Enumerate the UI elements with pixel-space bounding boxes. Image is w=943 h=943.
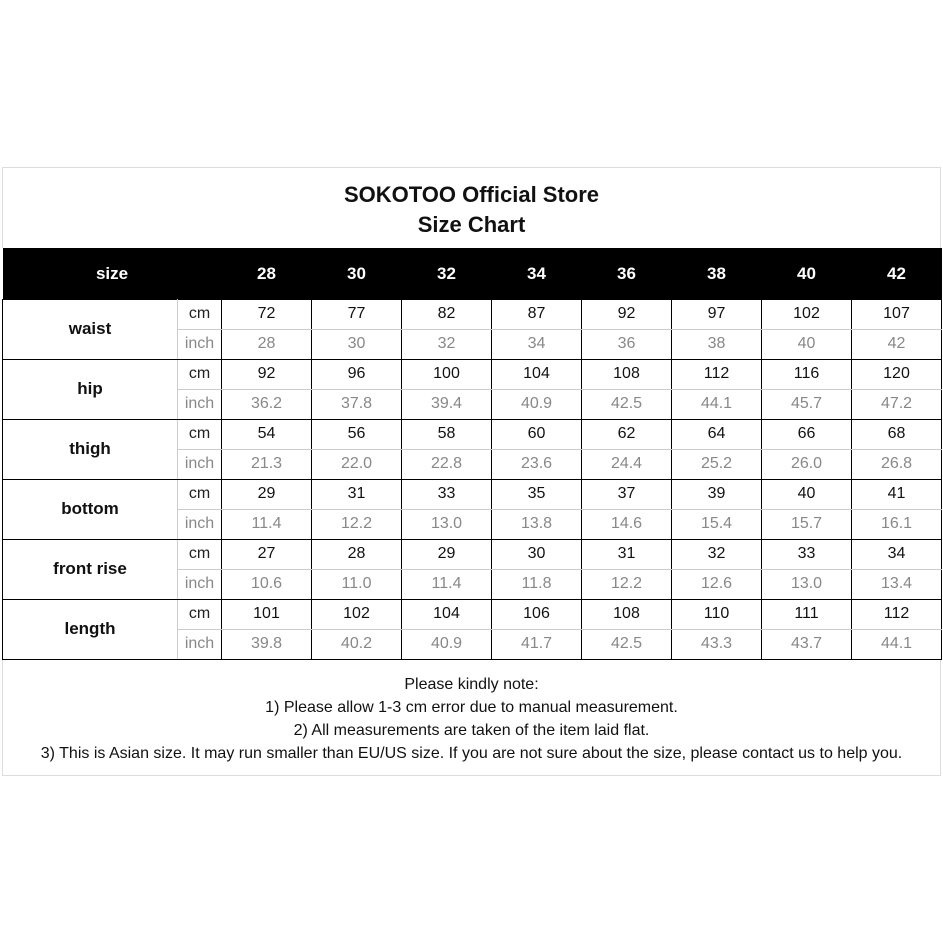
cell-inch: 36.2: [222, 389, 312, 419]
cell-inch: 13.8: [492, 509, 582, 539]
cell-inch: 47.2: [852, 389, 942, 419]
unit-label-cm: cm: [178, 479, 222, 509]
cell-inch: 40.2: [312, 629, 402, 659]
store-name: SOKOTOO Official Store: [343, 182, 600, 207]
size-header-42: 42: [852, 248, 942, 300]
cell-inch: 14.6: [582, 509, 672, 539]
cell-cm: 101: [222, 599, 312, 629]
cell-inch: 12.6: [672, 569, 762, 599]
cell-cm: 96: [312, 359, 402, 389]
cell-inch: 38: [672, 329, 762, 359]
cell-inch: 24.4: [582, 449, 672, 479]
cell-cm: 97: [672, 300, 762, 330]
cell-cm: 31: [582, 539, 672, 569]
cell-inch: 12.2: [312, 509, 402, 539]
cell-cm: 35: [492, 479, 582, 509]
unit-label-inch: inch: [178, 449, 222, 479]
cell-inch: 36: [582, 329, 672, 359]
cell-cm: 92: [222, 359, 312, 389]
chart-subtitle: Size Chart: [417, 212, 526, 237]
cell-inch: 26.8: [852, 449, 942, 479]
measurement-label: bottom: [3, 479, 178, 539]
measurement-label: front rise: [3, 539, 178, 599]
cell-cm: 107: [852, 300, 942, 330]
cell-inch: 11.4: [222, 509, 312, 539]
cell-inch: 40.9: [492, 389, 582, 419]
cell-cm: 100: [402, 359, 492, 389]
cell-inch: 10.6: [222, 569, 312, 599]
cell-inch: 25.2: [672, 449, 762, 479]
cell-inch: 40: [762, 329, 852, 359]
cell-cm: 34: [852, 539, 942, 569]
cell-cm: 68: [852, 419, 942, 449]
cell-inch: 28: [222, 329, 312, 359]
cell-inch: 15.7: [762, 509, 852, 539]
cell-inch: 22.0: [312, 449, 402, 479]
unit-label-cm: cm: [178, 300, 222, 330]
cell-inch: 11.8: [492, 569, 582, 599]
cell-inch: 30: [312, 329, 402, 359]
size-header-32: 32: [402, 248, 492, 300]
cell-cm: 28: [312, 539, 402, 569]
unit-label-inch: inch: [178, 389, 222, 419]
note-line: 2) All measurements are taken of the item laid flat.: [293, 721, 650, 739]
cell-cm: 62: [582, 419, 672, 449]
note-line: 1) Please allow 1-3 cm error due to manual measurement.: [265, 698, 678, 716]
unit-label-inch: inch: [178, 329, 222, 359]
cell-cm: 31: [312, 479, 402, 509]
cell-cm: 120: [852, 359, 942, 389]
measurement-label: hip: [3, 359, 178, 419]
cell-inch: 32: [402, 329, 492, 359]
cell-cm: 87: [492, 300, 582, 330]
size-chart: [2, 167, 941, 776]
cell-cm: 64: [672, 419, 762, 449]
cell-cm: 112: [852, 599, 942, 629]
size-header-28: 28: [222, 248, 312, 300]
cell-cm: 104: [402, 599, 492, 629]
cell-inch: 44.1: [672, 389, 762, 419]
cell-cm: 54: [222, 419, 312, 449]
cell-cm: 37: [582, 479, 672, 509]
cell-cm: 116: [762, 359, 852, 389]
cell-cm: 32: [672, 539, 762, 569]
cell-cm: 58: [402, 419, 492, 449]
measurement-label: waist: [3, 300, 178, 360]
size-header-40: 40: [762, 248, 852, 300]
cell-inch: 23.6: [492, 449, 582, 479]
table-row-hip-cm: [3, 359, 942, 389]
header-row: [3, 248, 942, 300]
table-row-thigh-cm: [3, 419, 942, 449]
cell-inch: 26.0: [762, 449, 852, 479]
cell-cm: 40: [762, 479, 852, 509]
cell-inch: 12.2: [582, 569, 672, 599]
cell-inch: 39.8: [222, 629, 312, 659]
cell-cm: 112: [672, 359, 762, 389]
cell-cm: 102: [762, 300, 852, 330]
size-header-30: 30: [312, 248, 402, 300]
cell-inch: 11.0: [312, 569, 402, 599]
cell-cm: 27: [222, 539, 312, 569]
cell-inch: 41.7: [492, 629, 582, 659]
notes: [2, 660, 941, 776]
cell-cm: 108: [582, 359, 672, 389]
unit-label-cm: cm: [178, 419, 222, 449]
cell-inch: 43.3: [672, 629, 762, 659]
cell-cm: 82: [402, 300, 492, 330]
cell-cm: 56: [312, 419, 402, 449]
cell-cm: 92: [582, 300, 672, 330]
size-header-34: 34: [492, 248, 582, 300]
table-row-waist-cm: [3, 300, 942, 330]
cell-inch: 39.4: [402, 389, 492, 419]
cell-inch: 16.1: [852, 509, 942, 539]
cell-inch: 22.8: [402, 449, 492, 479]
cell-cm: 108: [582, 599, 672, 629]
unit-label-cm: cm: [178, 539, 222, 569]
size-table: [2, 248, 942, 660]
cell-inch: 11.4: [402, 569, 492, 599]
cell-inch: 13.0: [402, 509, 492, 539]
cell-cm: 29: [402, 539, 492, 569]
cell-inch: 21.3: [222, 449, 312, 479]
cell-cm: 33: [402, 479, 492, 509]
unit-label-cm: cm: [178, 599, 222, 629]
table-row-bottom-cm: [3, 479, 942, 509]
cell-inch: 37.8: [312, 389, 402, 419]
cell-cm: 77: [312, 300, 402, 330]
cell-inch: 40.9: [402, 629, 492, 659]
cell-cm: 72: [222, 300, 312, 330]
note-line: Please kindly note:: [404, 675, 539, 693]
table-row-length-cm: [3, 599, 942, 629]
cell-inch: 42.5: [582, 389, 672, 419]
unit-label-inch: inch: [178, 509, 222, 539]
unit-label-inch: inch: [178, 569, 222, 599]
chart-title: [2, 168, 941, 248]
unit-label-cm: cm: [178, 359, 222, 389]
cell-cm: 41: [852, 479, 942, 509]
note-line: 3) This is Asian size. It may run smaller than EU/US size. If you are not sure about the size, please contact us to help you.: [40, 744, 903, 762]
cell-cm: 30: [492, 539, 582, 569]
cell-cm: 111: [762, 599, 852, 629]
cell-inch: 34: [492, 329, 582, 359]
measurement-label: thigh: [3, 419, 178, 479]
cell-cm: 33: [762, 539, 852, 569]
cell-cm: 110: [672, 599, 762, 629]
size-header-label: size: [3, 248, 222, 300]
cell-inch: 42.5: [582, 629, 672, 659]
cell-inch: 13.4: [852, 569, 942, 599]
cell-cm: 102: [312, 599, 402, 629]
size-header-36: 36: [582, 248, 672, 300]
cell-inch: 44.1: [852, 629, 942, 659]
cell-cm: 104: [492, 359, 582, 389]
size-header-38: 38: [672, 248, 762, 300]
cell-inch: 13.0: [762, 569, 852, 599]
cell-cm: 60: [492, 419, 582, 449]
cell-cm: 29: [222, 479, 312, 509]
cell-inch: 45.7: [762, 389, 852, 419]
unit-label-inch: inch: [178, 629, 222, 659]
measurement-label: length: [3, 599, 178, 659]
cell-inch: 15.4: [672, 509, 762, 539]
cell-inch: 43.7: [762, 629, 852, 659]
cell-cm: 39: [672, 479, 762, 509]
cell-cm: 106: [492, 599, 582, 629]
cell-inch: 42: [852, 329, 942, 359]
table-row-front-rise-cm: [3, 539, 942, 569]
cell-cm: 66: [762, 419, 852, 449]
